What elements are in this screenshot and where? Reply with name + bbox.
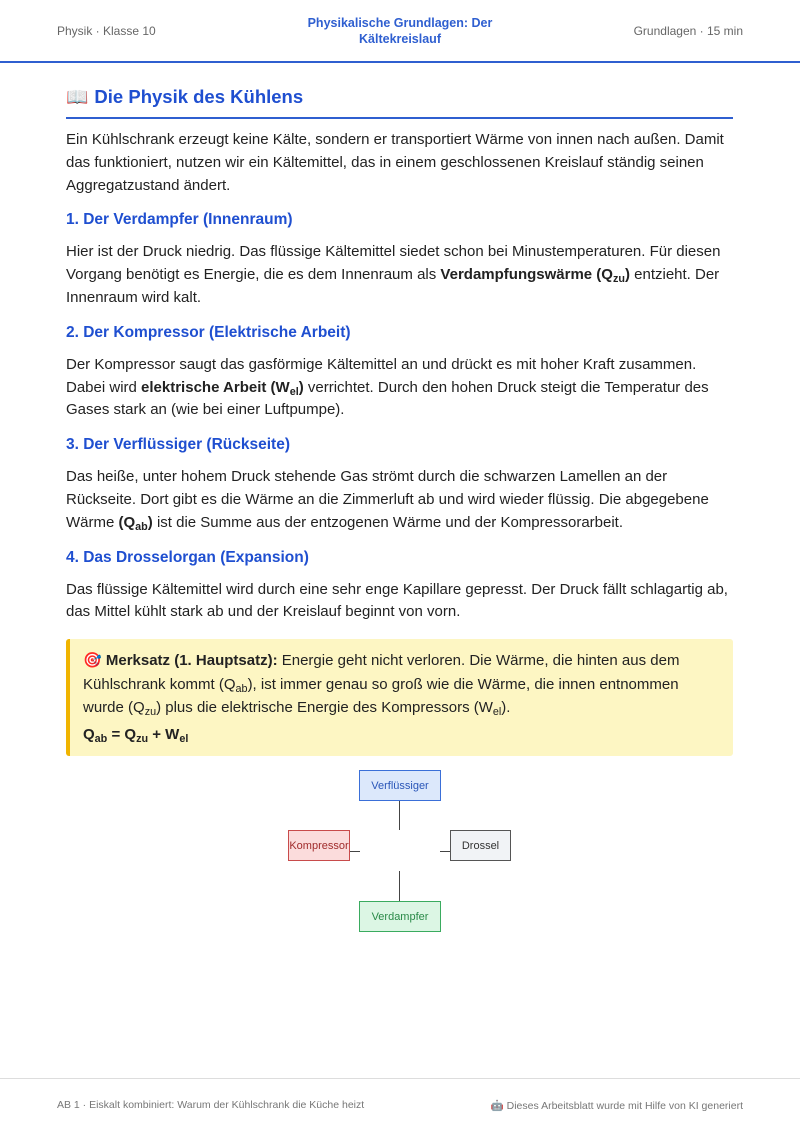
target-icon: 🎯 — [83, 652, 102, 670]
page-header — [0, 0, 800, 63]
step-1-title: 1. Der Verdampfer (Innenraum) — [66, 211, 293, 229]
step-3-text-a: Das heiße, unter hohem Druck stehende Gas strömt durch die schwarzen Lamellen an der Rückseite. Dort gibt es die Wärme an die Zimmerluft ab und wird wieder flüssig. Die abgegebene Wärme — [66, 468, 709, 531]
merksatz-label: Merksatz (1. Hauptsatz): — [105, 652, 278, 670]
step-3-bold: $(Q_{ab})$ — [118, 513, 153, 533]
header-subject: Physik · Klasse 10 — [57, 24, 156, 38]
step-1-text-b: entzieht. Der Innenraum wird kalt. — [66, 266, 720, 306]
intro-paragraph: Ein Kühlschrank erzeugt keine Kälte, sondern er transportiert Wärme von innen nach außen. Damit das funktioniert, nutzen wir ein Kältemittel, das in einem geschlossenen Kreislauf ständig seinen Aggregatzustand ändert. — [66, 131, 724, 194]
header-title: Physikalische Grundlagen: Der Kältekreislauf — [307, 16, 493, 46]
merksatz-text: 🎯 Merksatz (1. Hauptsatz): Energie geht nicht verloren. Die Wärme, die hinten aus dem Kühlschrank kommt $(Q_{ab})$, ist immer genau so groß wie die Wärme, die innen entnommen wurde $(Q_{zu})$ plus die elektrische Energie des Kompressors $(W_{el})$. — [83, 652, 680, 719]
step-2-text — [66, 354, 733, 422]
step-3-text — [66, 466, 733, 534]
step-4-text: Das flüssige Kältemittel wird durch eine sehr enge Kapillare gepresst. Der Druck fällt schlagartig ab, das Mittel kühlt stark ab und der Kreislauf beginnt von vorn. — [66, 580, 728, 621]
step-4-title: 4. Das Drosselorgan (Expansion) — [66, 548, 309, 566]
step-1-text — [66, 241, 733, 309]
step-3-text-b: ist die Summe aus der entzogenen Wärme und der Kompressorarbeit. — [152, 513, 624, 531]
robot-icon: 🤖 — [490, 1100, 504, 1112]
footer-ai-text: Dieses Arbeitsblatt wurde mit Hilfe von KI generiert — [506, 1100, 743, 1112]
step-2-title: 2. Der Kompressor (Elektrische Arbeit) — [66, 323, 351, 341]
connector-right — [440, 851, 450, 852]
node-verfluessiger: Verflüssiger — [359, 770, 441, 801]
header-duration: Grundlagen · 15 min — [633, 24, 743, 38]
main-content — [66, 84, 733, 756]
page-footer — [0, 1078, 800, 1131]
node-verdampfer: Verdampfer — [359, 901, 441, 932]
node-kompressor: Kompressor — [288, 830, 350, 861]
connector-bottom — [399, 871, 400, 901]
step-2-text-a: Der Kompressor saugt das gasförmige Kältemittel an und drückt es mit hoher Kraft zusammen. Dabei wird — [66, 355, 697, 396]
step-3-title: 3. Der Verflüssiger (Rückseite) — [66, 436, 290, 454]
step-2-text-b: verrichtet. Durch den hohen Druck steigt die Temperatur des Gases stark an (wie bei einer Luftpumpe). — [66, 378, 709, 419]
merksatz-box — [66, 639, 733, 756]
book-icon: 📖 — [66, 87, 89, 107]
energy-formula: $Q_{ab} = Q_{zu} + W_{el}$ — [83, 725, 189, 745]
footer-ai-note — [491, 1099, 743, 1112]
connector-left — [350, 851, 360, 852]
footer-worksheet-title: AB 1 · Eiskalt kombiniert: Warum der Kühlschrank die Küche heizt — [57, 1099, 365, 1111]
step-2-bold: elektrische Arbeit $(W_{el})$ — [141, 378, 304, 398]
section-title-text: Die Physik des Kühlens — [94, 86, 304, 107]
node-drossel: Drossel — [450, 830, 511, 861]
section-title — [66, 84, 733, 119]
step-1-text-a: Hier ist der Druck niedrig. Das flüssige Kältemittel siedet schon bei Minustemperaturen. Für diesen Vorgang benötigt es Energie, die es dem Innenraum als — [66, 243, 721, 284]
step-1-bold: Verdampfungswärme $(Q_{zu})$ — [440, 266, 630, 286]
connector-top — [399, 801, 400, 830]
